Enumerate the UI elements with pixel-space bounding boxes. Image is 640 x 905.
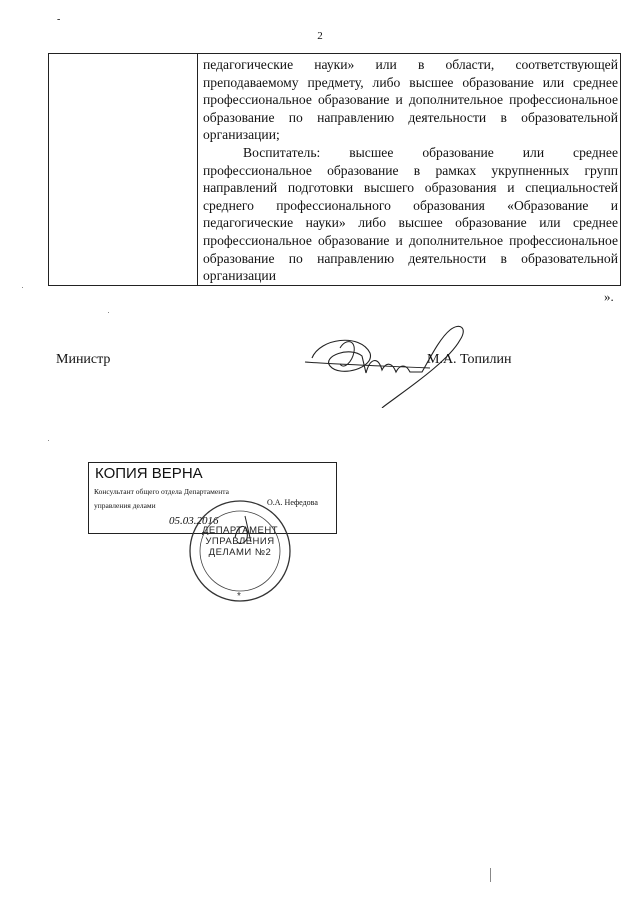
scan-speck [22, 287, 23, 288]
closing-quote: ». [604, 289, 614, 304]
qualification-table [48, 53, 621, 286]
scan-speck [108, 312, 109, 313]
svg-text:*: * [237, 591, 241, 602]
stamp-signer-name: О.А. Нефедова [267, 498, 318, 507]
scan-speck [48, 440, 49, 441]
stamp-department: управления делами [94, 501, 156, 510]
scan-speck [490, 868, 491, 882]
seal-department-text: ДЕПАРТАМЕНТ УПРАВЛЕНИЯ ДЕЛАМИ №2 [201, 525, 279, 558]
signatory-title: Министр [56, 352, 111, 367]
page-number: 2 [317, 30, 323, 42]
table-row [49, 54, 621, 286]
stamp-position: Консультант общего отдела Департамента [94, 487, 229, 496]
stamp-date: 05.03.2016 [169, 515, 219, 527]
scan-corner-mark: - [57, 14, 61, 25]
table-left-cell [49, 54, 198, 286]
table-right-cell [198, 54, 621, 286]
stamp-title: КОПИЯ ВЕРНА [95, 465, 203, 482]
requirements-paragraph: педагогические науки» или в области, соответствующей преподаваемому предмету, либо высшее образование или среднее профессиональное образование и дополнительное профессиональное образование по направлению деятельности в образовательной организации; [203, 57, 618, 143]
educator-requirements-paragraph: Воспитатель: высшее образование или среднее профессиональное образование в рамках укрупненных групп направлений подготовки высшего образования и специальностей среднего профессионального образования «Образование и педагогические науки» либо высшее образование или среднее профессиональное образование и дополнительное профессиональное образование по направлению деятельности в образовательной организации [203, 144, 618, 284]
signatory-name: М.А. Топилин [427, 352, 512, 367]
